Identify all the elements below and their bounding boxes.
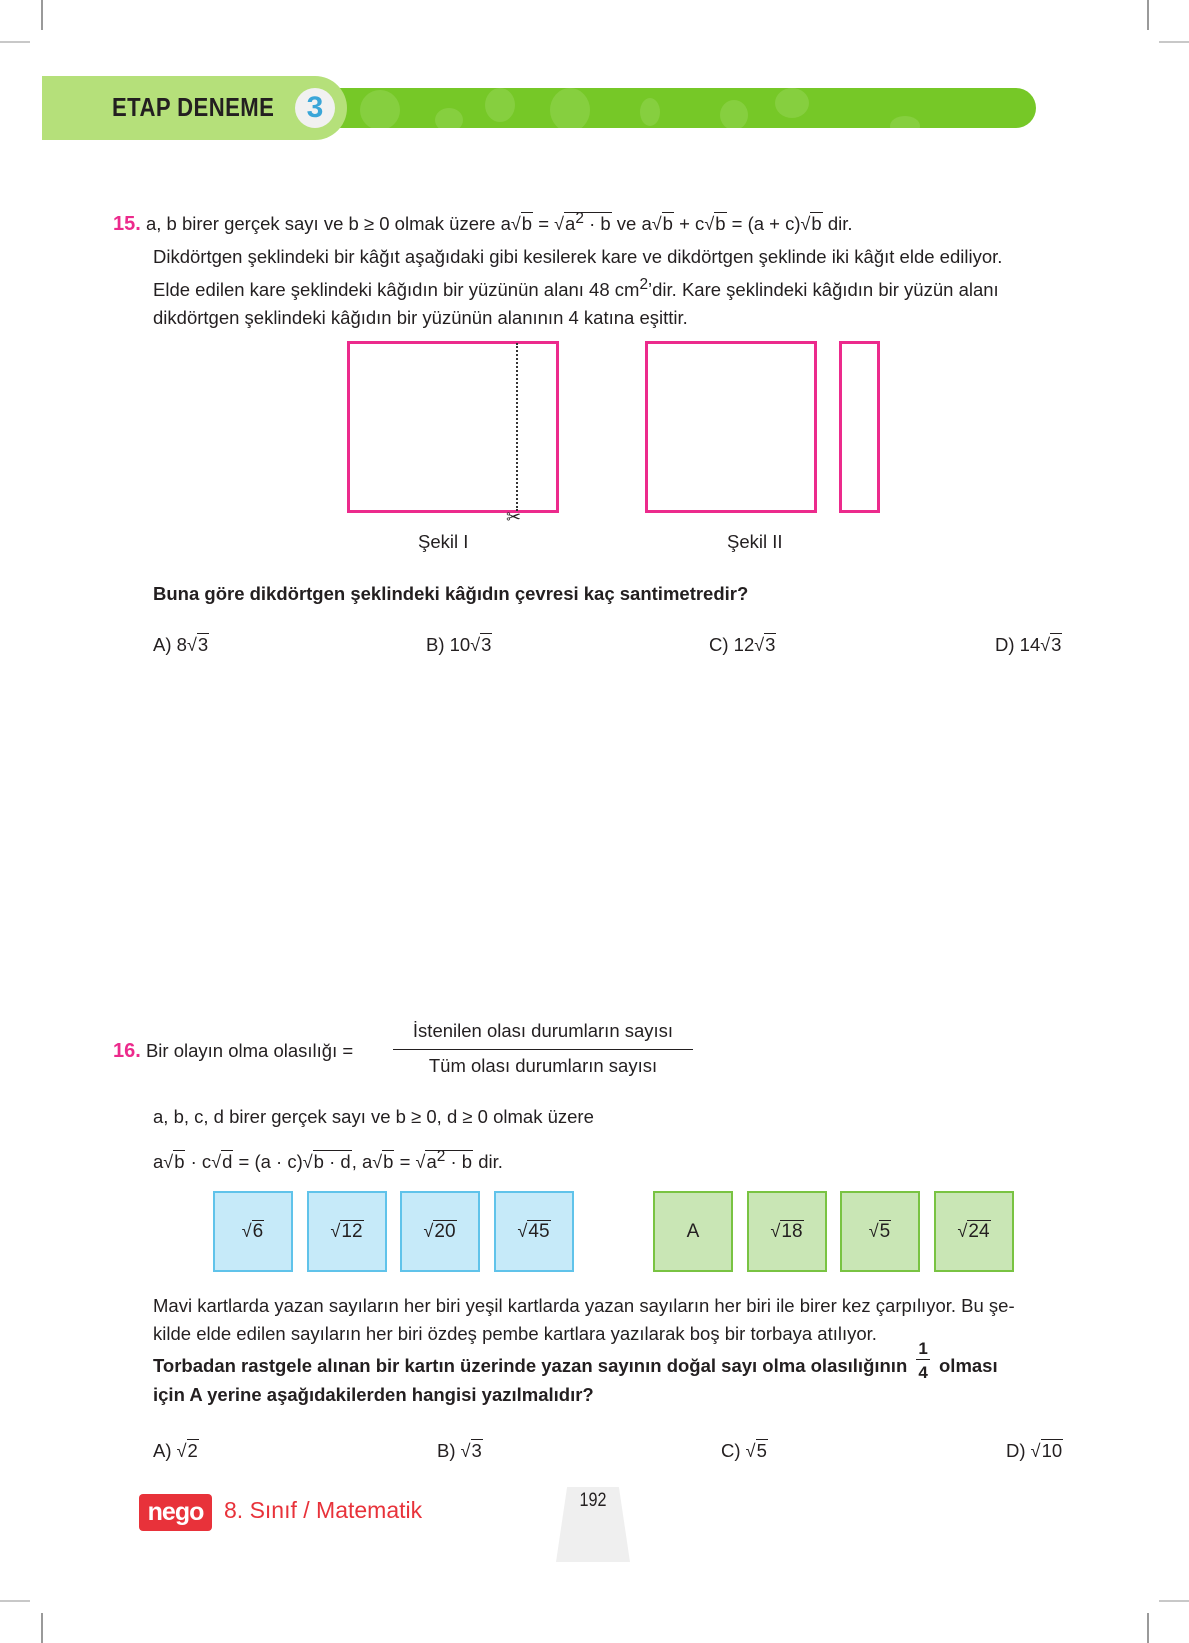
blue-card: √12 (307, 1191, 387, 1272)
header-banner-bar (320, 88, 1036, 128)
figure1-cut-line (516, 343, 518, 511)
q15-question: Buna göre dikdörtgen şeklindeki kâğıdın çevresi kaç santimetredir? (153, 583, 749, 604)
fraction-one-quarter: $\frac{1}{4}$ (918, 1338, 928, 1382)
blue-card: √6 (213, 1191, 293, 1272)
green-card: √24 (934, 1191, 1014, 1272)
q16-choice-b[interactable]: B) √3 (437, 1440, 482, 1461)
q16-prob-label: 16. Bir olayın olma olasılığı = (113, 1040, 354, 1062)
q16-question: Torbadan rastgele alınan bir kartın üzerinde yazan sayının doğal sayı olma olasılığının $\frac{1}{4}$ olması için A yerine aşağıdakilerden hangisi yazılmalıdır? (153, 1338, 998, 1405)
q15-paragraph: Dikdörtgen şeklindeki bir kâğıt aşağıdaki gibi kesilerek kare ve dikdörtgen şeklinde iki kâğıt elde ediliyor. Elde edilen kare şeklindeki kâğıdın bir yüzünün alanı 48 $cm^2’dir$. Kare şeklindeki kâğıdın bir yüzün alanı dikdörtgen şeklindeki kâğıdın bir yüzünün alanının 4 katına eşittir. (153, 246, 1003, 329)
q16-number: 16. (113, 1040, 141, 1062)
test-number-badge: 3 (295, 88, 335, 128)
header-title: ETAP DENEME (112, 92, 275, 122)
crop-mark (1159, 1600, 1189, 1602)
figure2-square (645, 341, 817, 513)
crop-mark (41, 0, 43, 30)
crop-mark (1159, 41, 1189, 43)
q15-number: 15. (113, 213, 141, 236)
q15-choice-b[interactable]: B) 10√3 (426, 634, 492, 655)
q16-probability-fraction: İstenilen olası durumların sayısı Tüm olası durumların sayısı (393, 1017, 693, 1080)
figure1-rectangle (347, 341, 559, 513)
figure2-label: Şekil II (727, 531, 783, 552)
crop-mark (0, 1600, 30, 1602)
crop-mark (41, 1613, 43, 1643)
blue-card: √20 (400, 1191, 480, 1272)
blue-card: √45 (494, 1191, 574, 1272)
q15-choice-c[interactable]: C) 12√3 (709, 634, 776, 655)
page-number: 192 (579, 1490, 607, 1511)
green-card: √18 (747, 1191, 827, 1272)
q16-rules: a√b · c√d = (a · c)√b · d, $a√b = √a^2 \cdot b$ dir. (153, 1148, 503, 1173)
figure2-rectangle (839, 341, 880, 513)
crop-mark (0, 41, 30, 43)
q16-choice-d[interactable]: D) √10 (1006, 1440, 1063, 1461)
q16-choice-a[interactable]: A) √2 (153, 1440, 198, 1461)
green-card-a: A (653, 1191, 733, 1272)
q16-choice-c[interactable]: C) √5 (721, 1440, 767, 1461)
scissors-icon: ✂ (506, 507, 522, 527)
publisher-logo: nego (139, 1494, 212, 1531)
green-card: √5 (840, 1191, 920, 1272)
q15-choice-a[interactable]: A) 8√3 (153, 634, 209, 655)
q15-intro: 15. a, b birer gerçek sayı ve b ≥ 0 olmak üzere $a√b = √a^2 \cdot b$ ve a√b + c√b = (a + c)√b dir. (113, 210, 853, 236)
q16-condition: a, b, c, d birer gerçek sayı ve b ≥ 0, d ≥ 0 olmak üzere (153, 1106, 594, 1127)
q16-paragraph: Mavi kartlarda yazan sayıların her biri yeşil kartlarda yazan sayıların her biri ile birer kez çarpılıyor. Bu şe- kilde elde edilen sayıların her biri özdeş pembe kartlara yazılarak boş bir torbaya atılıyor. (153, 1295, 1015, 1344)
figure1-label: Şekil I (418, 531, 469, 552)
footer-subject: 8. Sınıf / Matematik (224, 1497, 423, 1523)
q15-choice-d[interactable]: D) 14√3 (995, 634, 1062, 655)
crop-mark (1147, 1613, 1149, 1643)
crop-mark (1147, 0, 1149, 30)
